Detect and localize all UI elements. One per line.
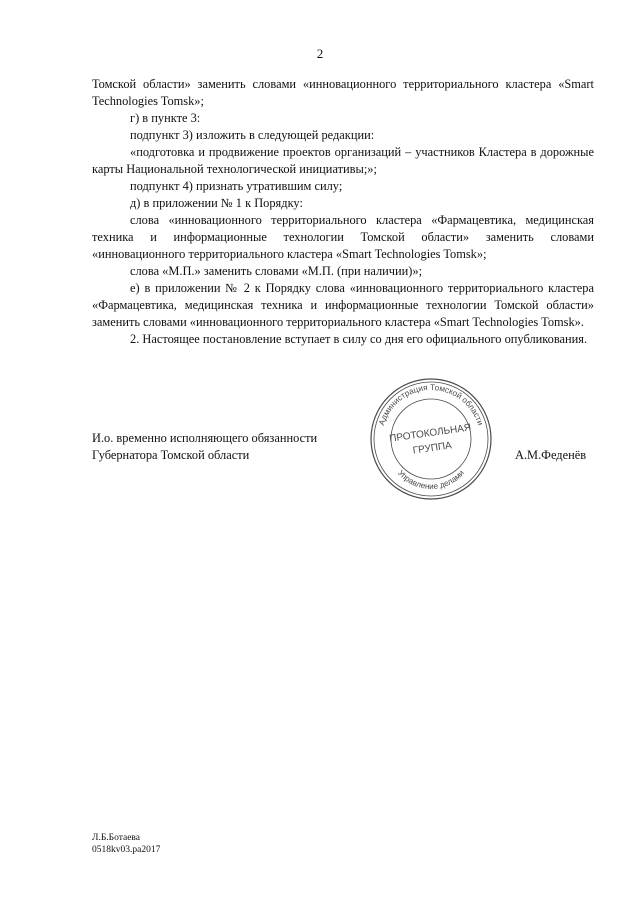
stamp-center-line: ПРОТОКОЛЬНАЯ bbox=[388, 422, 472, 445]
signatory-position-line: И.о. временно исполняющего обязанности bbox=[92, 431, 318, 445]
document-body bbox=[92, 76, 594, 348]
paragraph: Томской области» заменить словами «инновационного территориального кластера «Smart Technologies Tomsk»; bbox=[92, 77, 594, 108]
stamp-ring-text-top: Администрация Томской области bbox=[377, 382, 485, 427]
official-stamp bbox=[368, 376, 494, 502]
paragraph: подпункт 3) изложить в следующей редакции: bbox=[130, 128, 375, 142]
document-footer bbox=[92, 832, 160, 856]
paragraph: «подготовка и продвижение проектов организаций – участников Кластера в дорожные карты Национальной технологической инициативы;»; bbox=[92, 145, 594, 176]
paragraph: слова «инновационного территориального кластера «Фармацевтика, медицинская техника и информационные технологии Томской области» заменить словами «инновационного территориального кластера «Smart Technologies Tomsk»; bbox=[92, 213, 594, 261]
paragraph: е) в приложении № 2 к Порядку слова «инновационного территориального кластера «Фармацевтика, медицинская техника и информационные технологии Томской области» заменить словами «инновационного территориального кластера «Smart Technologies Tomsk». bbox=[92, 281, 594, 329]
stamp-ring-text-bottom: Управление делами bbox=[396, 468, 466, 492]
signatory-position bbox=[92, 430, 317, 464]
footer-author: Л.Б.Ботаева bbox=[92, 833, 141, 843]
page-number: 2 bbox=[316, 46, 324, 61]
signatory-name: А.М.Феденёв bbox=[515, 448, 587, 462]
paragraph: г) в пункте 3: bbox=[130, 111, 201, 125]
footer-code: 0518kv03.pa2017 bbox=[92, 845, 161, 855]
paragraph: слова «М.П.» заменить словами «М.П. (при наличии)»; bbox=[130, 264, 423, 278]
signatory-position-line: Губернатора Томской области bbox=[92, 448, 250, 462]
paragraph: д) в приложении № 1 к Порядку: bbox=[130, 196, 303, 210]
paragraph: 2. Настоящее постановление вступает в силу со дня его официального опубликования. bbox=[130, 332, 588, 346]
stamp-center-line: ГРУППА bbox=[412, 440, 453, 457]
paragraph: подпункт 4) признать утратившим силу; bbox=[130, 179, 343, 193]
